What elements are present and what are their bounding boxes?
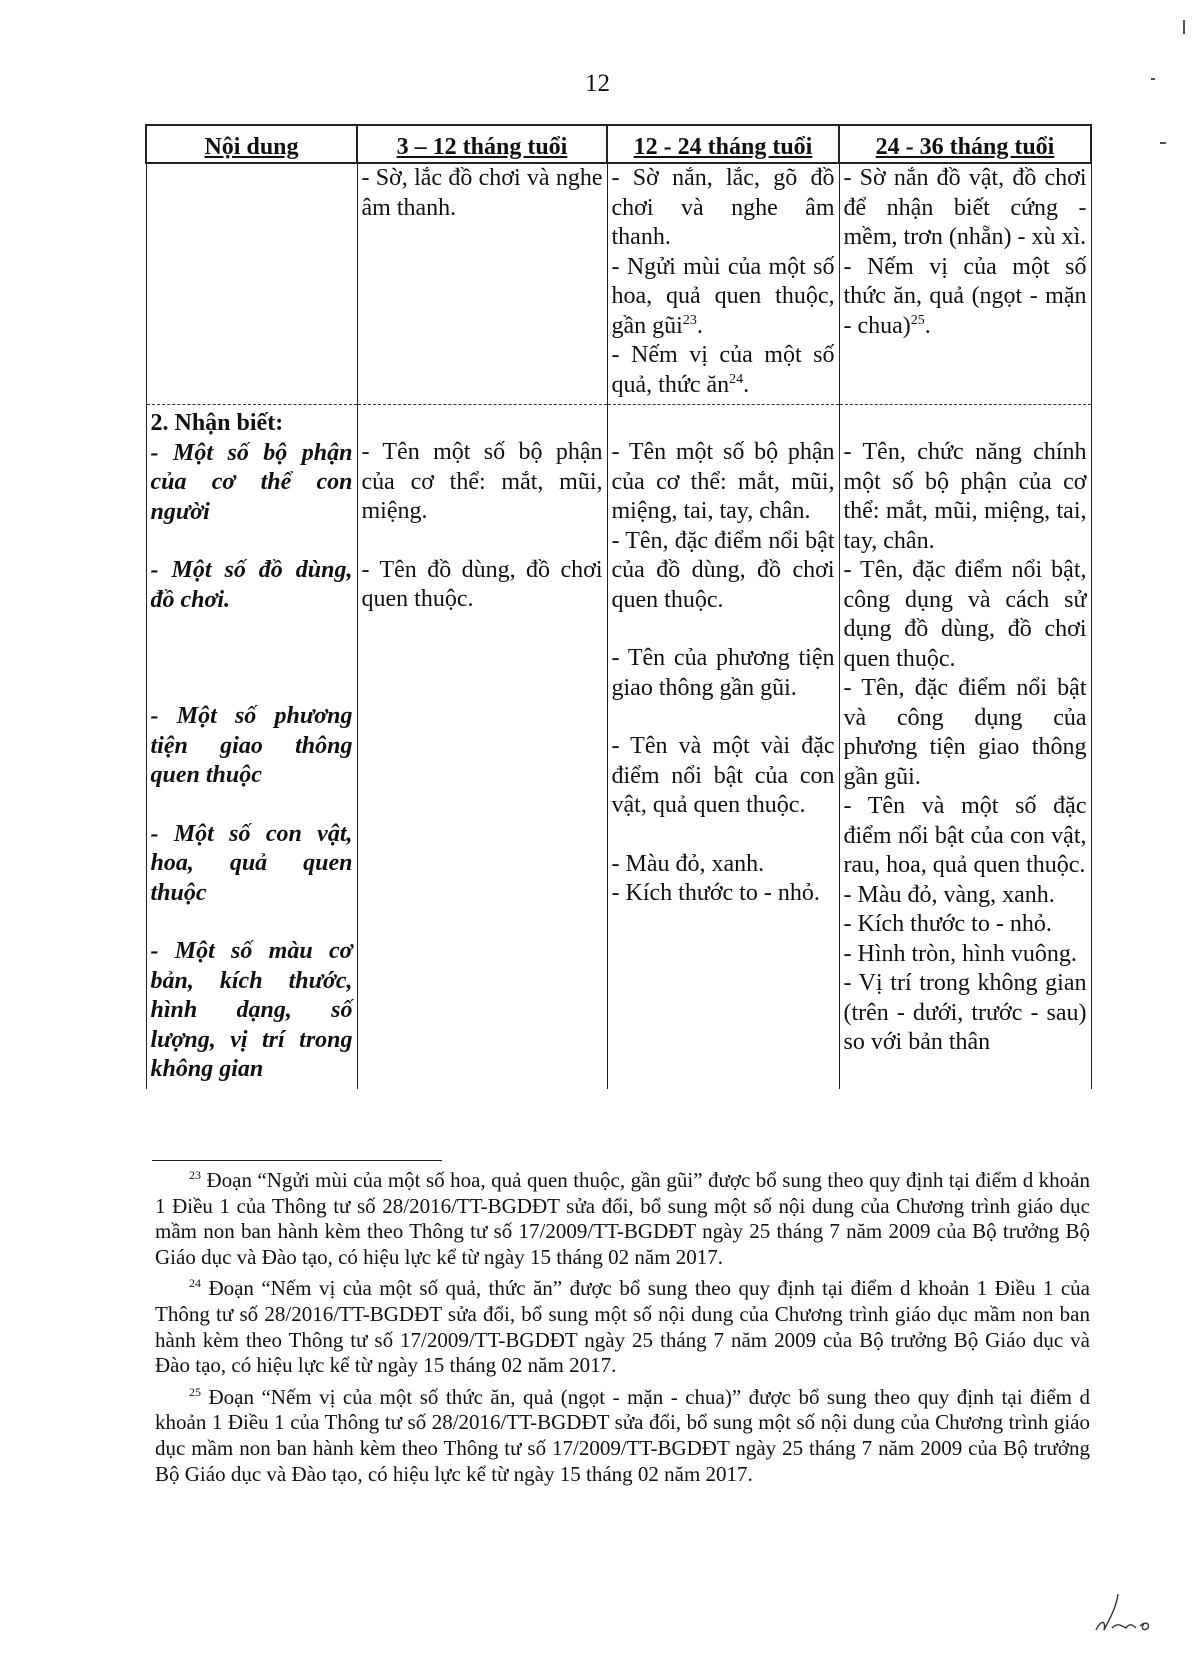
item-text: - Kích thước to - nhỏ. xyxy=(611,880,820,906)
item-text: - Ngửi mùi của một số hoa, quả quen thuộc, gần gũi$^{23}$. xyxy=(611,253,835,339)
footnote-ref: 24 xyxy=(729,371,744,387)
item-text: - Kích thước to - nhỏ. xyxy=(843,911,1052,937)
item-text: - Tên và một số đặc điểm nổi bật của con vật, rau, hoa, quả quen thuộc. xyxy=(843,793,1087,878)
scan-mark xyxy=(1160,142,1166,144)
item-text: - Tên một số bộ phận của cơ thể: mắt, mũi, miệng. xyxy=(361,439,603,524)
topic-cell xyxy=(146,405,357,1089)
cell-12-24 xyxy=(607,163,839,405)
header-content: Nội dung xyxy=(146,125,357,163)
footnote-25: $^{25}$ Đoạn “Nếm vị của một số thức ăn, quả (ngọt - mặn - chua)” được bổ sung theo quy định tại điểm d khoản 1 Điều 1 của Thông tư số 28/2016/TT-BGDĐT sửa đổi, bổ sung một số nội dung của Chương trình giáo dục mầm non ban hành kèm theo Thông tư số 17/2009/TT-BGDĐT ngày 25 tháng 7 năm 2009 của Bộ trưởng Bộ Giáo dục và Đào tạo, có hiệu lực kể từ ngày 15 tháng 02 năm 2017. xyxy=(155,1384,1091,1486)
footnote-ref: 25 xyxy=(910,312,925,328)
item-text: - Tên, đặc điểm nổi bật và công dụng của phương tiện giao thông gần gũi. xyxy=(843,675,1087,790)
scan-mark xyxy=(1151,78,1155,80)
item-text: - Nếm vị của một số quả, thức $ăn^{24}$. xyxy=(611,342,835,398)
table-row xyxy=(146,405,1091,1089)
topic-body-parts: - Một số bộ phận của cơ thể con người xyxy=(150,439,353,525)
item-text: - Tên, chức năng chính một số bộ phận của cơ thể: mắt, mũi, miệng, tai, tay, chân. xyxy=(843,439,1087,554)
item-text: - Nếm vị của một số thức ăn, quả (ngọt - mặn - chua)$^{25}$. xyxy=(843,253,1087,339)
item-text: - Hình tròn, hình vuông. xyxy=(843,940,1077,967)
topic-colors-shapes: - Một số màu cơ bản, kích thước, hình dạng, số lượng, vị trí trong không gian xyxy=(150,938,353,1082)
footnotes xyxy=(155,1168,1090,1493)
item-text: - Tên và một vài đặc điểm nổi bật của con vật, quả quen thuộc. xyxy=(611,733,835,818)
signature-initials xyxy=(1088,1588,1158,1638)
topic-toys: - Một số đồ dùng, đồ chơi. xyxy=(150,557,353,613)
footnote-number: 25 xyxy=(189,1384,201,1399)
item-text: - Tên một số bộ phận của cơ thể: mắt, mũi, miệng, tai, tay, chân. xyxy=(611,439,835,524)
item-text: - Tên, đặc điểm nổi bật của đồ dùng, đồ chơi quen thuộc. xyxy=(611,527,835,613)
item-text: - Vị trí trong không gian (trên - dưới, trước - sau) so với bản thân xyxy=(843,970,1087,1055)
item-text: - Sờ nắn, lắc, gõ đồ chơi và nghe âm thanh. xyxy=(611,165,835,250)
footnote-ref: 23 xyxy=(682,312,697,328)
item-text: - Sờ nắn đồ vật, đồ chơi để nhận biết cứng - mềm, trơn (nhẵn) - xù xì. xyxy=(843,165,1087,250)
item-text: - Sờ, lắc đồ chơi và nghe âm thanh. xyxy=(361,165,603,221)
item-text: - Tên, đặc điểm nổi bật, công dụng và cách sử dụng đồ dùng, đồ chơi quen thuộc. xyxy=(843,557,1087,672)
footnote-24: $^{24}$ Đoạn “Nếm vị của một số quả, thức ăn” được bổ sung theo quy định tại điểm d khoản 1 Điều 1 của Thông tư số 28/2016/TT-BGDĐT sửa đổi, bổ sung một số nội dung của Chương trình giáo dục mầm non ban hành kèm theo Thông tư số 17/2009/TT-BGDĐT ngày 25 tháng 7 năm 2009 của Bộ trưởng Bộ Giáo dục và Đào tạo, có hiệu lực kể từ ngày 15 tháng 02 năm 2017. xyxy=(155,1276,1090,1378)
scan-mark xyxy=(1183,20,1185,34)
section-title: 2. Nhận biết: xyxy=(150,410,284,436)
footnote-number: 24 xyxy=(189,1276,201,1291)
item-text: - Tên của phương tiện giao thông gần gũi. xyxy=(611,645,835,701)
cell-3-12 xyxy=(357,405,607,1089)
cell-24-36 xyxy=(839,405,1091,1089)
item-text: - Màu đỏ, vàng, xanh. xyxy=(843,881,1055,908)
table-header-row xyxy=(146,125,1091,163)
page-number: 12 xyxy=(585,70,610,97)
header-3-12-months: 3 – 12 tháng tuổi xyxy=(357,125,607,163)
content-table xyxy=(145,124,1092,1089)
item-text: - Tên đồ dùng, đồ chơi quen thuộc. xyxy=(361,556,603,612)
header-12-24-months: 12 - 24 tháng tuổi xyxy=(607,125,839,163)
topic-cell xyxy=(146,163,357,405)
header-24-36-months: 24 - 36 tháng tuổi xyxy=(839,125,1091,163)
cell-24-36 xyxy=(839,163,1091,405)
cell-3-12 xyxy=(357,163,607,405)
footnote-23: $^{23}$ Đoạn “Ngửi mùi của một số hoa, quả quen thuộc, gần gũi” được bổ sung theo quy định tại điểm d khoản 1 Điều 1 của Thông tư số 28/2016/TT-BGDĐT sửa đổi, bổ sung một số nội dung của Chương trình giáo dục mầm non ban hành kèm theo Thông tư số 17/2009/TT-BGDĐT ngày 25 tháng 7 năm 2009 của Bộ trưởng Bộ Giáo dục và Đào tạo, có hiệu lực kể từ ngày 15 tháng 02 năm 2017. xyxy=(155,1168,1090,1269)
item-text: - Màu đỏ, xanh. xyxy=(611,850,765,877)
topic-vehicles: - Một số phương tiện giao thông quen thuộc xyxy=(150,703,353,788)
footnote-divider xyxy=(152,1160,442,1161)
cell-12-24 xyxy=(607,405,839,1089)
table-row xyxy=(146,163,1091,405)
footnote-number: 23 xyxy=(189,1168,201,1182)
topic-animals-plants: - Một số con vật, hoa, quả quen thuộc xyxy=(150,820,353,906)
